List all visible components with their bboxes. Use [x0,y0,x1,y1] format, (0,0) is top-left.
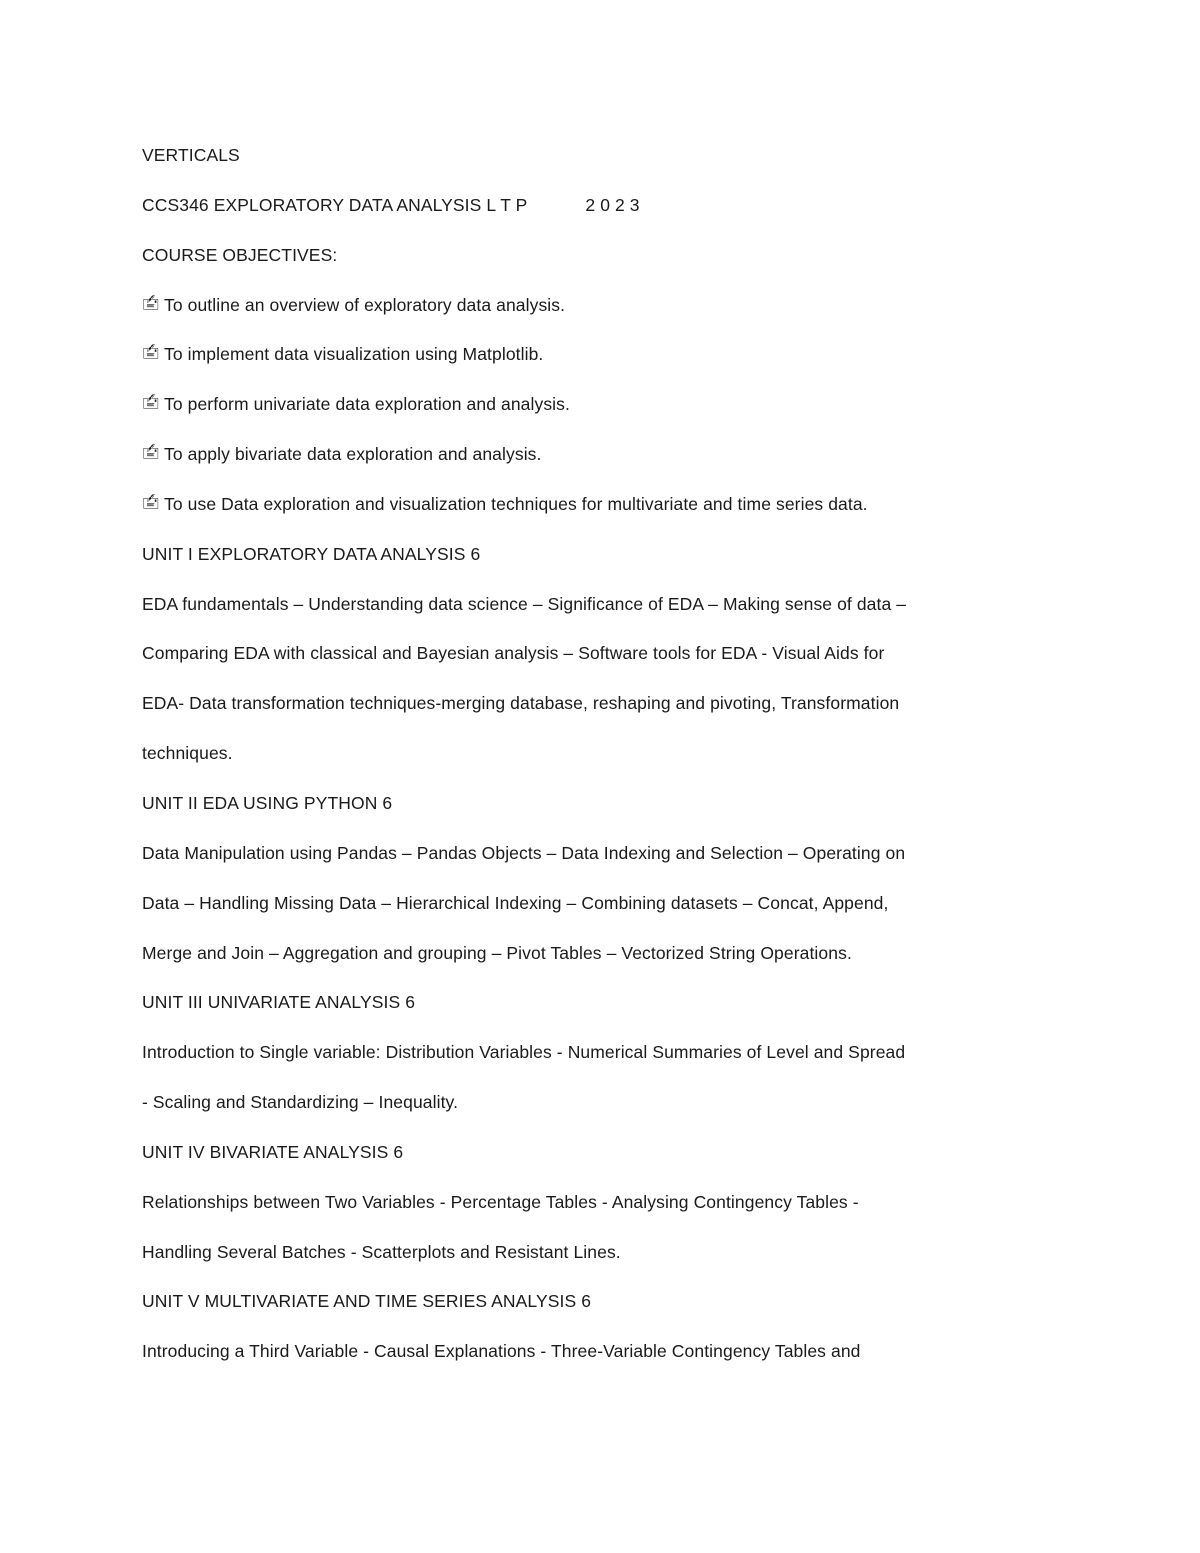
unit-heading: UNIT IV BIVARIATE ANALYSIS 6 [142,1141,404,1162]
unit-text-line: Merge and Join – Aggregation and grouping – Pivot Tables – Vectorized String Operations. [142,942,852,963]
document-heading: VERTICALS [142,145,240,165]
objective-item [142,290,1022,340]
bullet-icon: 🖆 [142,445,160,463]
course-title: CCS346 EXPLORATORY DATA ANALYSIS L T P [142,194,528,215]
bullet-icon: 🖆 [142,395,160,413]
unit-text-line: Data – Handling Missing Data – Hierarchical Indexing – Combining datasets – Concat, Append, [142,892,889,913]
objective-item [142,439,1022,489]
unit-text-line: EDA fundamentals – Understanding data science – Significance of EDA – Making sense of data – [142,593,907,614]
unit-text-line: Comparing EDA with classical and Bayesian analysis – Software tools for EDA - Visual Aids for [142,643,885,664]
bullet-icon: 🖆 [142,345,160,363]
objective-item [142,389,1022,439]
unit-text-line: Relationships between Two Variables - Percentage Tables - Analysing Contingency Tables - [142,1191,859,1212]
unit-heading: UNIT V MULTIVARIATE AND TIME SERIES ANALYSIS 6 [142,1291,592,1312]
course-title-line [142,190,1022,240]
unit-text-line: Introduction to Single variable: Distribution Variables - Numerical Summaries of Level and Spread [142,1042,906,1063]
unit-text-line: Introducing a Third Variable - Causal Explanations - Three-Variable Contingency Tables and [142,1341,861,1362]
bullet-icon: 🖆 [142,494,160,512]
objective-text: To use Data exploration and visualization techniques for multivariate and time series data. [164,493,868,514]
objectives-heading: COURSE OBJECTIVES: [142,244,338,265]
unit-heading: UNIT II EDA USING PYTHON 6 [142,792,393,813]
unit-text-line: EDA- Data transformation techniques-merging database, reshaping and pivoting, Transformation [142,693,900,714]
objective-text: To outline an overview of exploratory data analysis. [164,294,566,315]
course-credits: 2 0 2 3 [585,194,640,215]
unit-text-line: Handling Several Batches - Scatterplots and Resistant Lines. [142,1241,621,1262]
objective-text: To implement data visualization using Matplotlib. [164,344,544,365]
unit-text-line: Data Manipulation using Pandas – Pandas Objects – Data Indexing and Selection – Operating on [142,842,906,863]
objective-item [142,489,1022,539]
objective-item [142,339,1022,389]
unit-text-line: - Scaling and Standardizing – Inequality. [142,1092,459,1113]
unit-text-line: techniques. [142,743,233,764]
objective-text: To perform univariate data exploration and analysis. [164,394,570,415]
bullet-icon: 🖆 [142,295,160,313]
document-body [142,140,1022,1386]
objective-text: To apply bivariate data exploration and analysis. [164,444,542,465]
unit-heading: UNIT III UNIVARIATE ANALYSIS 6 [142,992,416,1013]
unit-heading: UNIT I EXPLORATORY DATA ANALYSIS 6 [142,543,481,564]
